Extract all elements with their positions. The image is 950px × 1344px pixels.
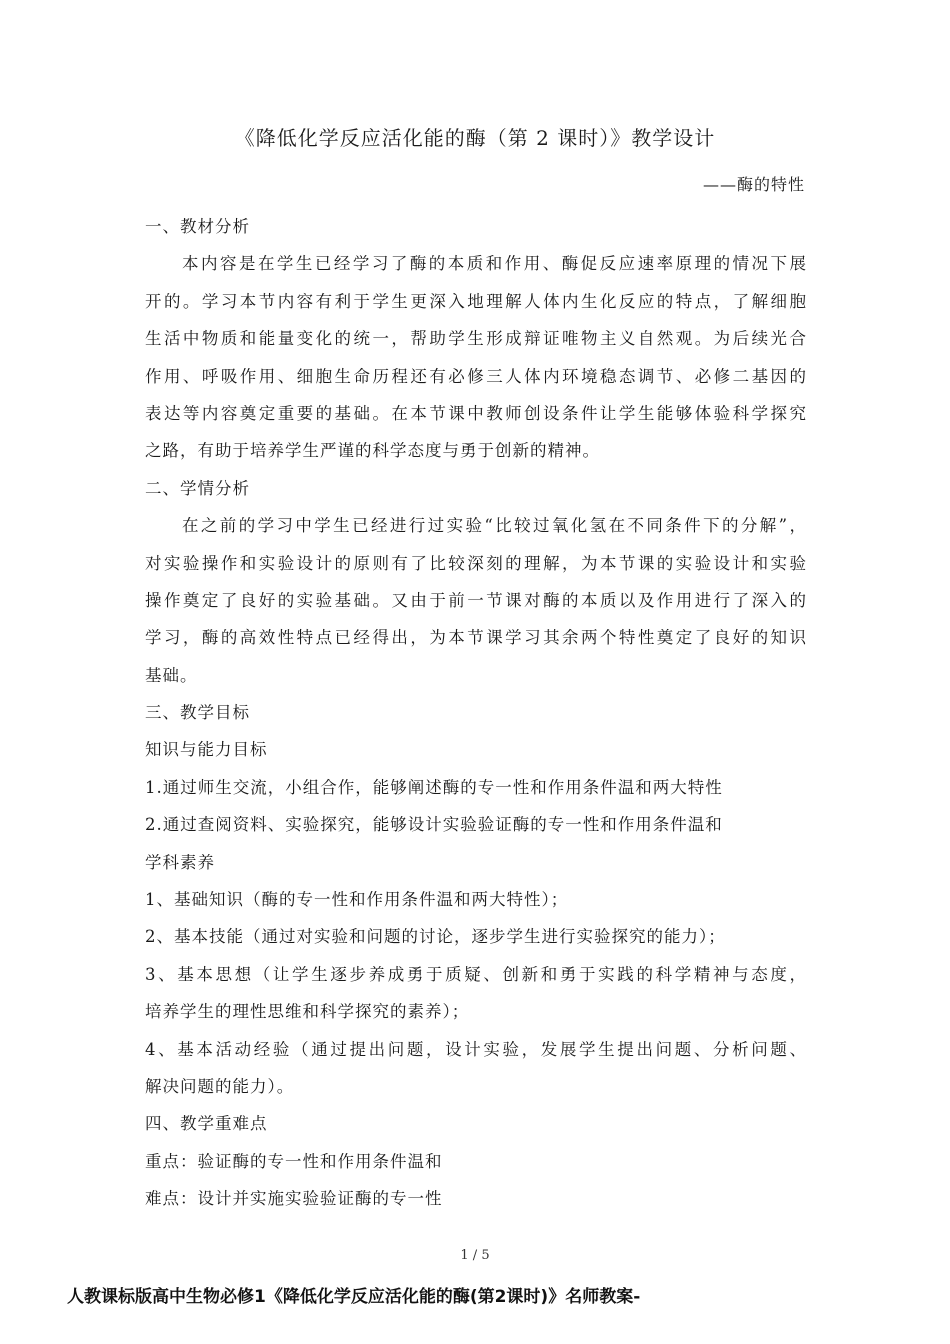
footer-caption: 人教课标版高中生物必修1《降低化学反应活化能的酶(第2课时)》名师教案- bbox=[67, 1287, 641, 1307]
list-item: 1、基础知识（酶的专一性和作用条件温和两大特性）； bbox=[145, 890, 569, 910]
subheading-knowledge-ability: 知识与能力目标 bbox=[145, 740, 268, 760]
subheading-subject-literacy: 学科素养 bbox=[145, 852, 215, 872]
list-item-continuation: 培养学生的理性思维和科学探究的素养）； bbox=[145, 1002, 470, 1022]
list-item-continuation: 解决问题的能力）。 bbox=[145, 1076, 295, 1096]
paragraph-line: 本内容是在学生已经学习了酶的本质和作用、酶促反应速率原理的情况下展 bbox=[182, 254, 807, 274]
paragraph-line: 之路，有助于培养学生严谨的科学态度与勇于创新的精神。 bbox=[145, 441, 600, 461]
paragraph-line: 作用、呼吸作用、细胞生命历程还有必修三人体内环境稳态调节、必修二基因的 bbox=[145, 366, 807, 386]
list-item: 3、基本思想（让学生逐步养成勇于质疑、创新和勇于实践的科学精神与态度， bbox=[145, 964, 807, 984]
list-item: 2、基本技能（通过对实验和问题的讨论，逐步学生进行实验探究的能力）； bbox=[145, 927, 726, 947]
list-item: 4、基本活动经验（通过提出问题，设计实验，发展学生提出问题、分析问题、 bbox=[145, 1039, 807, 1059]
paragraph-line: 操作奠定了良好的实验基础。又由于前一节课对酶的本质以及作用进行了深入的 bbox=[145, 590, 807, 610]
paragraph-line: 生活中物质和能量变化的统一，帮助学生形成辩证唯物主义自然观。为后续光合 bbox=[145, 329, 807, 349]
paragraph-line: 基础。 bbox=[145, 665, 198, 685]
section-heading-textbook-analysis: 一、教材分析 bbox=[145, 217, 250, 236]
paragraph-line: 在之前的学习中学生已经进行过实验“比较过氧化氢在不同条件下的分解”， bbox=[182, 516, 807, 536]
paragraph-line: 开的。学习本节内容有利于学生更深入地理解人体内生化反应的特点，了解细胞 bbox=[145, 291, 807, 311]
section-heading-key-difficult-points: 四、教学重难点 bbox=[145, 1114, 268, 1134]
paragraph-line: 表达等内容奠定重要的基础。在本节课中教师创设条件让学生能够体验科学探究 bbox=[145, 403, 807, 423]
section-heading-learner-analysis: 二、学情分析 bbox=[145, 478, 250, 498]
paragraph-line: 对实验操作和实验设计的原则有了比较深刻的理解，为本节课的实验设计和实验 bbox=[145, 553, 807, 573]
section-heading-teaching-goals: 三、教学目标 bbox=[145, 703, 250, 723]
list-item: 1.通过师生交流，小组合作，能够阐述酶的专一性和作用条件温和两大特性 bbox=[145, 777, 723, 797]
document-subtitle: ——酶的特性 bbox=[702, 175, 805, 194]
difficult-point: 难点：设计并实施实验验证酶的专一性 bbox=[145, 1189, 443, 1209]
paragraph-line: 学习，酶的高效性特点已经得出，为本节课学习其余两个特性奠定了良好的知识 bbox=[145, 628, 807, 648]
document-title: 《降低化学反应活化能的酶（第 2 课时）》教学设计 bbox=[234, 126, 716, 150]
document-body bbox=[145, 208, 807, 1218]
page-number: 1 / 5 bbox=[460, 1248, 490, 1263]
key-point: 重点：验证酶的专一性和作用条件温和 bbox=[145, 1151, 443, 1171]
list-item: 2.通过查阅资料、实验探究，能够设计实验验证酶的专一性和作用条件温和 bbox=[145, 815, 723, 835]
